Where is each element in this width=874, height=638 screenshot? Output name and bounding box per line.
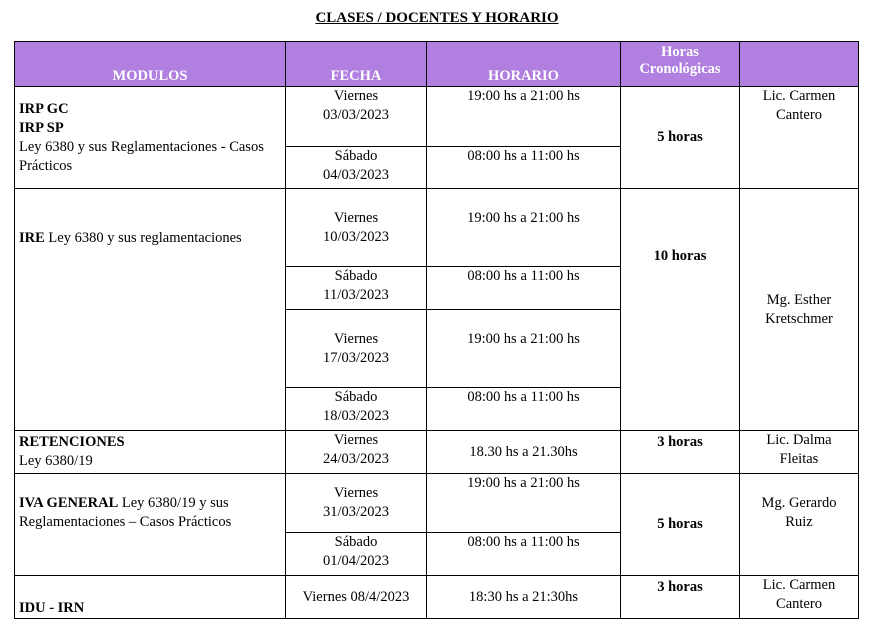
time-cell: 08:00 hs a 11:00 hs — [427, 267, 621, 310]
time-cell: 19:00 hs a 21:00 hs — [427, 474, 621, 533]
time-cell: 18:30 hs a 21:30hs — [427, 576, 621, 619]
header-modulos: MODULOS — [15, 42, 286, 87]
teacher-cell: Lic. Dalma Fleitas — [740, 431, 859, 474]
module-cell-idu-irn: IDU - IRN — [15, 576, 286, 619]
teacher-cell: Lic. Carmen Cantero — [740, 87, 859, 189]
table-row — [15, 576, 859, 619]
time-cell: 08:00 hs a 11:00 hs — [427, 147, 621, 189]
schedule-table — [14, 41, 859, 619]
time-cell: 19:00 hs a 21:00 hs — [427, 189, 621, 267]
header-row — [15, 42, 859, 87]
hours-cell: 5 horas — [621, 87, 740, 189]
module-cell-irp: IRP GC IRP SP Ley 6380 y sus Reglamentaciones - Casos Prácticos — [15, 87, 286, 189]
header-horario: HORARIO — [427, 42, 621, 87]
table-row — [15, 474, 859, 533]
hours-cell: 10 horas — [621, 189, 740, 431]
table-row — [15, 189, 859, 267]
time-cell: 19:00 hs a 21:00 hs — [427, 87, 621, 147]
time-cell: 18.30 hs a 21.30hs — [427, 431, 621, 474]
header-horas-cronologicas: Horas Cronológicas — [621, 42, 740, 87]
teacher-cell: Mg. Esther Kretschmer — [740, 189, 859, 431]
hours-cell: 5 horas — [621, 474, 740, 576]
teacher-cell: Lic. Carmen Cantero — [740, 576, 859, 619]
table-row — [15, 87, 859, 147]
time-cell: 19:00 hs a 21:00 hs — [427, 310, 621, 388]
date-cell: Viernes 03/03/2023 — [286, 87, 427, 147]
date-cell: Viernes 08/4/2023 — [286, 576, 427, 619]
date-cell: Viernes 31/03/2023 — [286, 474, 427, 533]
time-cell: 08:00 hs a 11:00 hs — [427, 533, 621, 576]
header-fecha: FECHA — [286, 42, 427, 87]
header-docente — [740, 42, 859, 87]
time-cell: 08:00 hs a 11:00 hs — [427, 388, 621, 431]
module-cell-retenciones: RETENCIONES Ley 6380/19 — [15, 431, 286, 474]
module-cell-iva: IVA GENERAL Ley 6380/19 y sus Reglamentaciones – Casos Prácticos — [15, 474, 286, 576]
date-cell: Viernes 17/03/2023 — [286, 310, 427, 388]
document-title: CLASES / DOCENTES Y HORARIO — [315, 10, 559, 26]
teacher-cell: Mg. Gerardo Ruiz — [740, 474, 859, 576]
table-row — [15, 431, 859, 474]
date-cell: Viernes 24/03/2023 — [286, 431, 427, 474]
hours-cell: 3 horas — [621, 576, 740, 619]
module-cell-ire: IRE Ley 6380 y sus reglamentaciones — [15, 189, 286, 431]
date-cell: Sábado 11/03/2023 — [286, 267, 427, 310]
date-cell: Viernes 10/03/2023 — [286, 189, 427, 267]
hours-cell: 3 horas — [621, 431, 740, 474]
date-cell: Sábado 04/03/2023 — [286, 147, 427, 189]
date-cell: Sábado 18/03/2023 — [286, 388, 427, 431]
date-cell: Sábado 01/04/2023 — [286, 533, 427, 576]
